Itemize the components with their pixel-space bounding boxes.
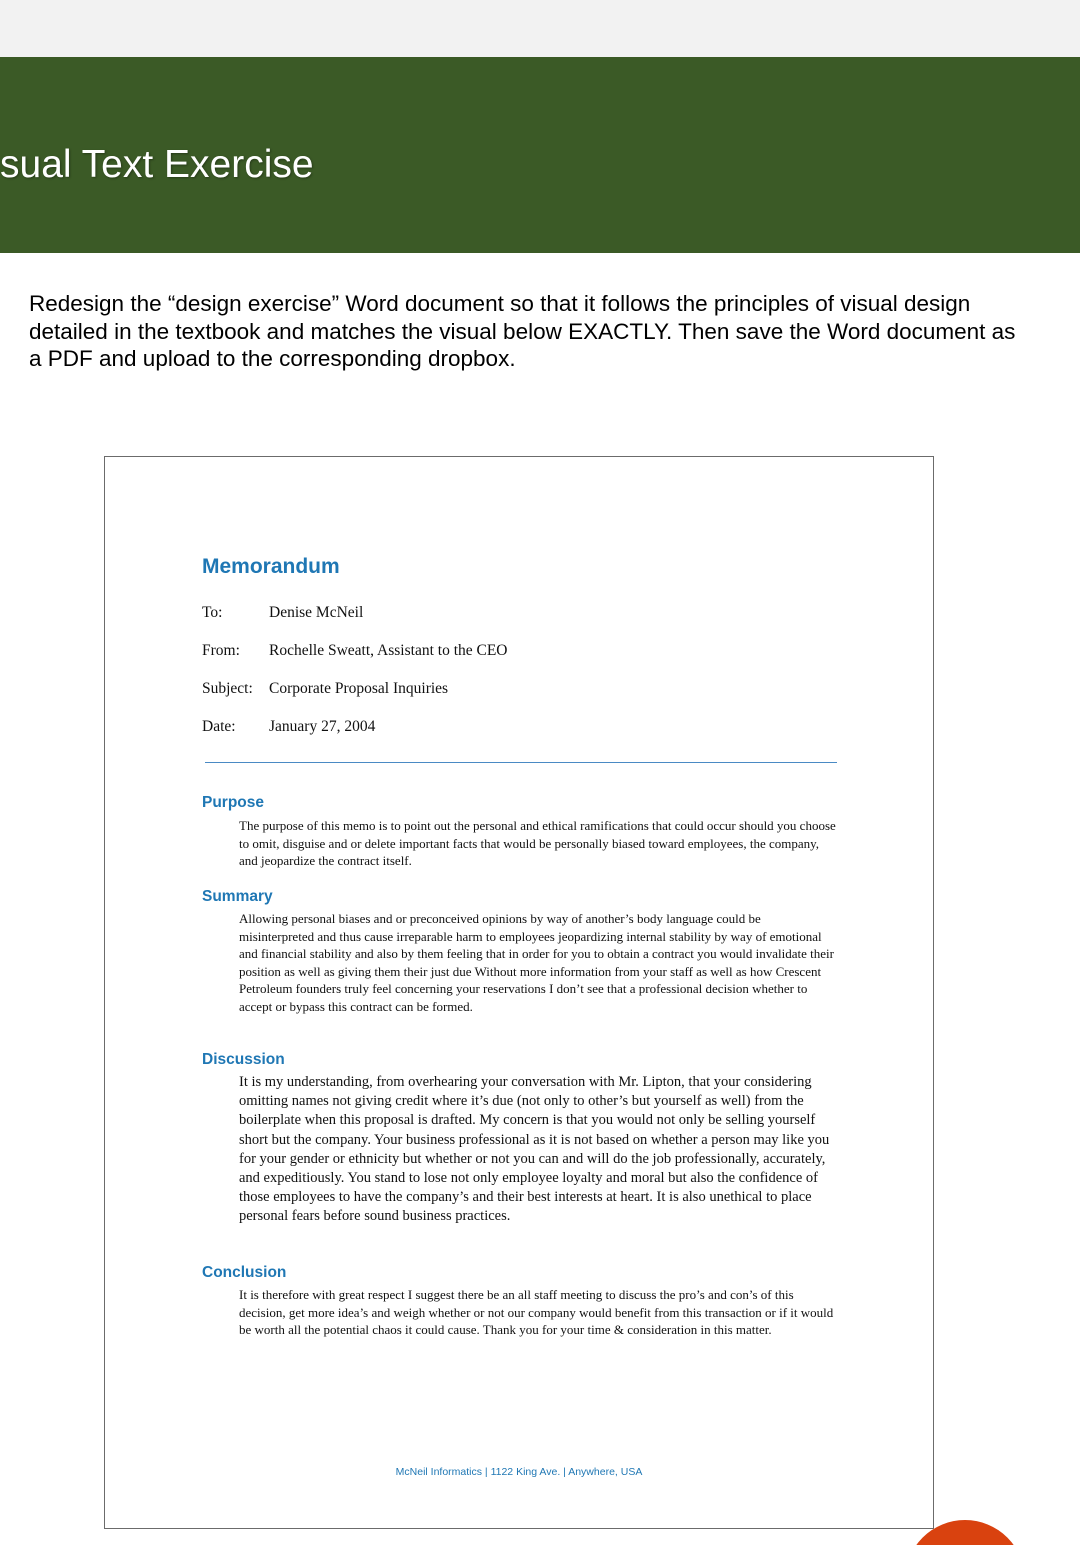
to-label: To:: [202, 604, 223, 621]
memo-document-image: [104, 456, 934, 1529]
conclusion-body: It is therefore with great respect I suggest there be an all staff meeting to discuss the pro’s and con’s of this decision, get more idea’s and weigh whether or not our company would benefit from this transaction or if it would be worth all the potential chaos it could cause. Thank you for your time & consideration in this matter.: [239, 1287, 834, 1337]
subject-label: Subject:: [202, 680, 253, 697]
summary-body: Allowing personal biases and or preconceived opinions by way of another’s body language could be misinterpreted and thus cause irreparable harm to employees jeopardizing internal stability by way of emotional and financial stability and also by them feeling that in order for you to obtain a contract you would invalidate their position as well as giving them their just due Without more information from your staff as well as how Crescent Petroleum founders truly feel concerning your reservations I don’t see that a professional decision whether to accept or bypass this contract can be formed.: [239, 911, 834, 1014]
purpose-body: The purpose of this memo is to point out the personal and ethical ramifications that could occur should you choose to omit, disguise and or delete important facts that would be personally biased toward employees, the company, and jeopardize the contract itself.: [239, 818, 836, 868]
discussion-body: It is my understanding, from overhearing your conversation with Mr. Lipton, that your considering omitting names not giving credit where it’s due (not only to other’s but yourself as well) from the boilerplate when this proposal is drafted. My concern is that you would not only be selling yourself short but the company. Your business professional as it is not based on whether a person may like you for your gender or ethnicity but whether or not you can and will do the job professionally, accurately, and expeditiously. You stand to lose not only employee loyalty and moral but also the confidence of those employees to have the company’s and their best interests at heart. It is also unethical to place personal fears before sound business practices.: [239, 1074, 830, 1225]
purpose-heading: Purpose: [202, 794, 265, 811]
header-divider: [205, 762, 837, 763]
discussion-heading: Discussion: [202, 1051, 285, 1068]
summary-heading: Summary: [202, 888, 273, 905]
subject-value: Corporate Proposal Inquiries: [269, 680, 449, 697]
from-label: From:: [202, 642, 240, 659]
date-label: Date:: [202, 718, 236, 735]
memo-title: Memorandum: [202, 555, 340, 578]
conclusion-heading: Conclusion: [202, 1264, 287, 1281]
memo-footer: McNeil Informatics | 1122 King Ave. | Anywhere, USA: [395, 1466, 643, 1478]
to-value: Denise McNeil: [269, 604, 364, 621]
instructions-text: Redesign the “design exercise” Word document so that it follows the principles of visual design detailed in the textbook and matches the visual below EXACTLY. Then save the Word document as a PDF and upload to the corresponding dropbox.: [29, 291, 1016, 371]
date-value: January 27, 2004: [269, 718, 376, 735]
slide-title: sual Text Exercise: [0, 143, 314, 186]
top-strip: [0, 0, 1080, 57]
from-value: Rochelle Sweatt, Assistant to the CEO: [269, 642, 508, 659]
